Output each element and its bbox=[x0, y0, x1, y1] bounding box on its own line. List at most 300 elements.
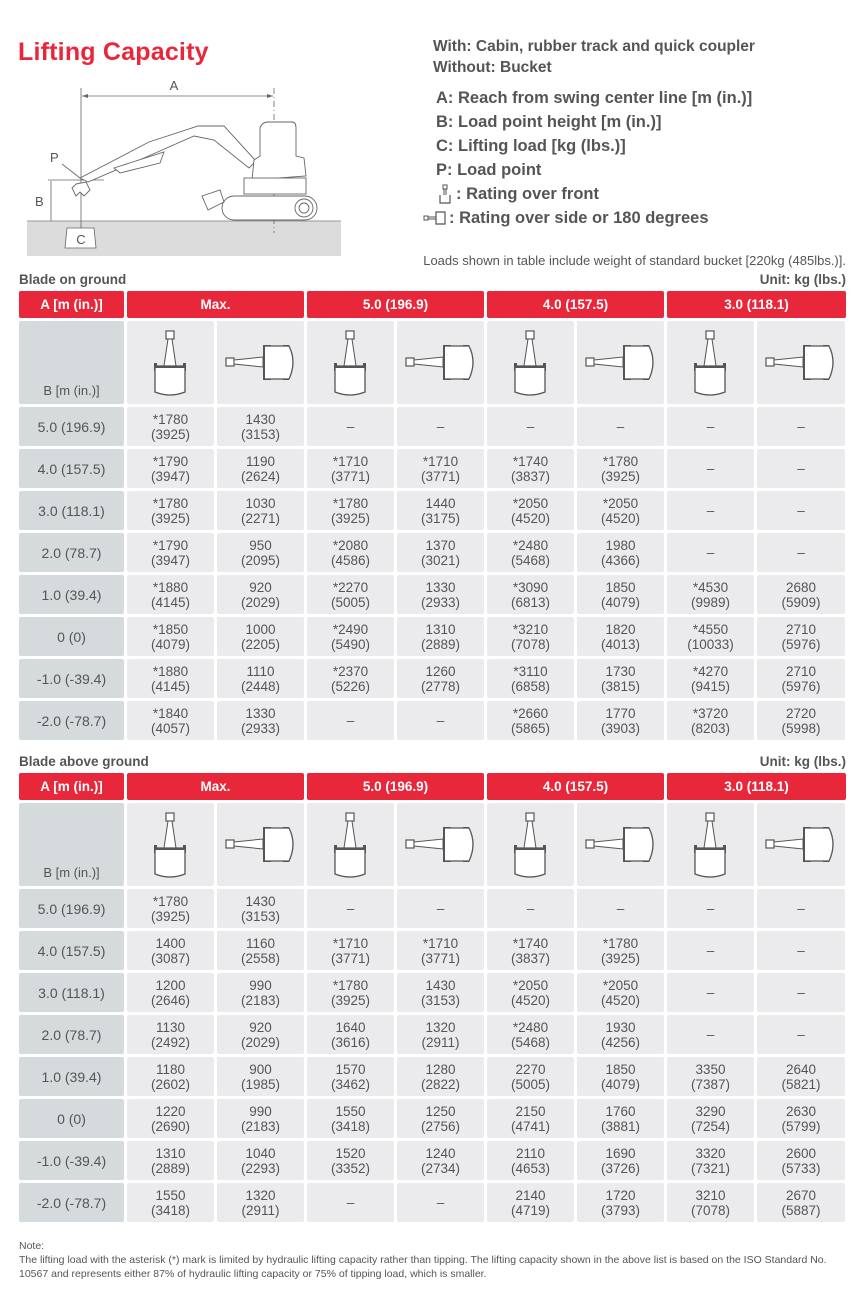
capacity-kg: *1840 bbox=[152, 705, 189, 721]
capacity-lbs: (4256) bbox=[600, 1034, 641, 1050]
capacity-lbs: (7078) bbox=[690, 1202, 731, 1218]
capacity-kg: 3320 bbox=[695, 1145, 726, 1161]
row-height-label: 1.0 (39.4) bbox=[19, 575, 124, 614]
capacity-lbs: (4013) bbox=[600, 636, 641, 652]
row-height-label: 4.0 (157.5) bbox=[19, 931, 124, 970]
capacity-kg: 1220 bbox=[155, 1103, 186, 1119]
capacity-cell bbox=[307, 701, 394, 740]
capacity-lbs: (1985) bbox=[240, 1076, 281, 1092]
capacity-cell bbox=[487, 449, 574, 488]
header-b: B [m (in.)] bbox=[19, 321, 124, 404]
capacity-kg: 1160 bbox=[245, 935, 276, 951]
note-text: The lifting load with the asterisk (*) mark is limited by hydraulic lifting capacity rather than tipping. The lifting capacity shown in the above list is based on the ISO Standard No. 10567 and represents either 87% of hydraulic lifting capacity or 75% of tipping load, which is smaller. bbox=[19, 1254, 827, 1280]
capacity-lbs: (2889) bbox=[150, 1160, 191, 1176]
capacity-cell bbox=[487, 575, 574, 614]
capacity-cell bbox=[757, 533, 845, 572]
capacity-cell bbox=[307, 1099, 394, 1138]
capacity-kg: 3350 bbox=[695, 1061, 726, 1077]
capacity-cell bbox=[757, 973, 845, 1012]
capacity-lbs: (3021) bbox=[420, 552, 461, 568]
capacity-lbs: (3153) bbox=[240, 426, 281, 442]
capacity-cell bbox=[397, 491, 484, 530]
capacity-kg: 1280 bbox=[425, 1061, 456, 1077]
rating-over-side-icon bbox=[585, 341, 657, 385]
capacity-kg: 1330 bbox=[425, 579, 456, 595]
capacity-kg: *4550 bbox=[692, 621, 729, 637]
capacity-lbs: (2911) bbox=[241, 1202, 280, 1218]
capacity-kg: *1780 bbox=[602, 935, 639, 951]
capacity-cell bbox=[397, 617, 484, 656]
capacity-cell bbox=[577, 931, 664, 970]
legend-item-a: A: Reach from swing center line [m (in.)] bbox=[436, 89, 753, 107]
capacity-cell bbox=[307, 1183, 394, 1222]
capacity-lbs: (2933) bbox=[240, 720, 281, 736]
table-row bbox=[19, 575, 847, 614]
capacity-lbs: (3947) bbox=[150, 552, 191, 568]
row-height-label: 0 (0) bbox=[19, 617, 124, 656]
capacity-cell bbox=[487, 533, 574, 572]
capacity-cell bbox=[217, 407, 304, 446]
capacity-lbs: (3418) bbox=[330, 1118, 371, 1134]
capacity-kg: 1720 bbox=[605, 1187, 636, 1203]
rating-over-front-icon bbox=[331, 812, 371, 878]
capacity-lbs: (4079) bbox=[600, 1076, 641, 1092]
row-height-label: -1.0 (-39.4) bbox=[19, 659, 124, 698]
capacity-cell bbox=[487, 973, 574, 1012]
capacity-kg: – bbox=[706, 943, 715, 958]
capacity-cell bbox=[667, 1099, 754, 1138]
capacity-cell bbox=[757, 1015, 845, 1054]
capacity-kg: 1330 bbox=[245, 705, 276, 721]
capacity-lbs: (4520) bbox=[510, 992, 551, 1008]
lifting-table-blade-on-ground bbox=[19, 291, 847, 740]
capacity-cell bbox=[757, 1183, 845, 1222]
capacity-lbs: (5468) bbox=[510, 1034, 551, 1050]
capacity-lbs: (3175) bbox=[420, 510, 461, 526]
capacity-cell bbox=[757, 1057, 845, 1096]
excavator-diagram bbox=[24, 78, 346, 256]
capacity-lbs: (2602) bbox=[150, 1076, 191, 1092]
capacity-kg: – bbox=[706, 545, 715, 560]
capacity-cell bbox=[667, 659, 754, 698]
capacity-cell bbox=[127, 449, 214, 488]
capacity-cell bbox=[487, 491, 574, 530]
capacity-cell bbox=[577, 533, 664, 572]
capacity-kg: – bbox=[616, 901, 625, 916]
capacity-cell bbox=[577, 491, 664, 530]
rating-over-front-icon bbox=[331, 330, 371, 396]
capacity-kg: – bbox=[436, 901, 445, 916]
capacity-cell bbox=[757, 931, 845, 970]
rating-over-side-icon bbox=[423, 208, 449, 228]
capacity-lbs: (4719) bbox=[510, 1202, 551, 1218]
capacity-kg: 1200 bbox=[155, 977, 186, 993]
row-height-label: 3.0 (118.1) bbox=[19, 491, 124, 530]
page-title: Lifting Capacity bbox=[18, 38, 209, 66]
capacity-lbs: (4520) bbox=[600, 510, 641, 526]
capacity-kg: – bbox=[346, 901, 355, 916]
capacity-lbs: (7387) bbox=[690, 1076, 731, 1092]
table-row bbox=[19, 659, 847, 698]
header-reach-group: 3.0 (118.1) bbox=[667, 291, 846, 318]
capacity-lbs: (2271) bbox=[240, 510, 281, 526]
without-text: Without: Bucket bbox=[433, 59, 552, 76]
capacity-cell bbox=[577, 1057, 664, 1096]
capacity-kg: *1880 bbox=[152, 579, 189, 595]
capacity-lbs: (2183) bbox=[240, 992, 281, 1008]
capacity-lbs: (2933) bbox=[420, 594, 461, 610]
header-reach-group: 4.0 (157.5) bbox=[487, 773, 664, 800]
capacity-lbs: (5821) bbox=[781, 1076, 821, 1092]
capacity-kg: 1930 bbox=[605, 1019, 636, 1035]
capacity-kg: 1110 bbox=[246, 663, 275, 679]
capacity-cell bbox=[307, 1141, 394, 1180]
capacity-lbs: (2889) bbox=[420, 636, 461, 652]
header-reach-group: 5.0 (196.9) bbox=[307, 773, 484, 800]
capacity-lbs: (4520) bbox=[510, 510, 551, 526]
capacity-cell bbox=[397, 533, 484, 572]
capacity-kg: 1400 bbox=[155, 935, 186, 951]
capacity-lbs: (8203) bbox=[690, 720, 731, 736]
capacity-kg: *1780 bbox=[602, 453, 639, 469]
capacity-kg: *1780 bbox=[152, 495, 189, 511]
capacity-cell bbox=[577, 449, 664, 488]
capacity-kg: – bbox=[436, 1195, 445, 1210]
table-row bbox=[19, 491, 847, 530]
header-reach-group: 3.0 (118.1) bbox=[667, 773, 846, 800]
capacity-cell bbox=[667, 973, 754, 1012]
header-reach-group: Max. bbox=[127, 773, 304, 800]
capacity-cell bbox=[217, 533, 304, 572]
rating-over-front-icon bbox=[151, 812, 191, 878]
capacity-lbs: (5887) bbox=[781, 1202, 821, 1218]
rating-over-side-icon bbox=[765, 823, 837, 867]
side-rating-header bbox=[577, 803, 664, 886]
capacity-kg: *3090 bbox=[512, 579, 549, 595]
capacity-kg: – bbox=[797, 985, 805, 1000]
capacity-cell bbox=[127, 659, 214, 698]
capacity-kg: – bbox=[436, 713, 445, 728]
table-icon-row bbox=[19, 321, 847, 404]
front-rating-header bbox=[487, 803, 574, 886]
capacity-kg: *2080 bbox=[332, 537, 369, 553]
footnote bbox=[19, 1239, 849, 1281]
capacity-lbs: (3771) bbox=[420, 950, 461, 966]
capacity-kg: 920 bbox=[249, 579, 272, 595]
capacity-kg: 1760 bbox=[605, 1103, 636, 1119]
capacity-cell bbox=[217, 1015, 304, 1054]
capacity-cell bbox=[757, 1099, 845, 1138]
capacity-cell bbox=[127, 1141, 214, 1180]
capacity-kg: – bbox=[706, 461, 715, 476]
table-row bbox=[19, 533, 847, 572]
capacity-cell bbox=[307, 449, 394, 488]
label-c: C bbox=[76, 232, 86, 247]
capacity-lbs: (5998) bbox=[781, 720, 821, 736]
capacity-kg: *1850 bbox=[152, 621, 189, 637]
capacity-lbs: (3352) bbox=[330, 1160, 371, 1176]
capacity-lbs: (2029) bbox=[240, 594, 281, 610]
header-reach-group: 5.0 (196.9) bbox=[307, 291, 484, 318]
front-rating-header bbox=[307, 803, 394, 886]
capacity-cell bbox=[397, 659, 484, 698]
capacity-cell bbox=[487, 1099, 574, 1138]
capacity-kg: 1310 bbox=[155, 1145, 186, 1161]
capacity-lbs: (2822) bbox=[420, 1076, 461, 1092]
header-b: B [m (in.)] bbox=[19, 803, 124, 886]
capacity-cell bbox=[577, 973, 664, 1012]
capacity-cell bbox=[667, 491, 754, 530]
capacity-lbs: (2205) bbox=[240, 636, 281, 652]
capacity-kg: – bbox=[346, 713, 355, 728]
capacity-cell bbox=[307, 407, 394, 446]
capacity-cell bbox=[397, 701, 484, 740]
unit-label: Unit: kg (lbs.) bbox=[759, 272, 846, 287]
capacity-cell bbox=[667, 533, 754, 572]
capacity-kg: 2140 bbox=[515, 1187, 546, 1203]
capacity-cell bbox=[217, 575, 304, 614]
capacity-cell bbox=[217, 1099, 304, 1138]
capacity-cell bbox=[217, 889, 304, 928]
capacity-cell bbox=[667, 889, 754, 928]
capacity-lbs: (3903) bbox=[600, 720, 641, 736]
capacity-kg: 2640 bbox=[785, 1061, 817, 1077]
capacity-cell bbox=[127, 1099, 214, 1138]
capacity-cell bbox=[307, 1057, 394, 1096]
header-a: A [m (in.)] bbox=[19, 291, 124, 318]
table-row bbox=[19, 1141, 847, 1180]
capacity-lbs: (5468) bbox=[510, 552, 551, 568]
capacity-cell bbox=[667, 407, 754, 446]
capacity-kg: 1430 bbox=[245, 893, 276, 909]
capacity-kg: *4270 bbox=[692, 663, 729, 679]
capacity-kg: *1710 bbox=[332, 453, 369, 469]
capacity-cell bbox=[217, 1141, 304, 1180]
capacity-cell bbox=[307, 973, 394, 1012]
side-rating-header bbox=[397, 803, 484, 886]
capacity-kg: 1030 bbox=[245, 495, 276, 511]
capacity-cell bbox=[127, 931, 214, 970]
label-p: P bbox=[50, 150, 59, 165]
capacity-lbs: (2492) bbox=[150, 1034, 191, 1050]
capacity-lbs: (3793) bbox=[600, 1202, 641, 1218]
capacity-cell bbox=[667, 931, 754, 970]
capacity-cell bbox=[757, 659, 845, 698]
capacity-lbs: (4586) bbox=[330, 552, 371, 568]
capacity-lbs: (3771) bbox=[330, 950, 371, 966]
capacity-kg: 2630 bbox=[785, 1103, 817, 1119]
capacity-lbs: (2029) bbox=[240, 1034, 281, 1050]
rating-over-side-icon bbox=[225, 823, 297, 867]
capacity-lbs: (3925) bbox=[150, 908, 191, 924]
capacity-kg: 1820 bbox=[605, 621, 636, 637]
capacity-lbs: (3837) bbox=[510, 468, 551, 484]
capacity-cell bbox=[577, 575, 664, 614]
capacity-lbs: (2734) bbox=[420, 1160, 461, 1176]
capacity-lbs: (2183) bbox=[240, 1118, 281, 1134]
capacity-cell bbox=[487, 931, 574, 970]
rating-over-front-icon bbox=[511, 330, 551, 396]
capacity-kg: – bbox=[797, 503, 805, 518]
capacity-kg: 1850 bbox=[605, 1061, 636, 1077]
rating-over-side-icon bbox=[405, 341, 477, 385]
capacity-kg: *2050 bbox=[602, 977, 639, 993]
capacity-kg: – bbox=[797, 461, 805, 476]
capacity-cell bbox=[487, 889, 574, 928]
capacity-kg: 2110 bbox=[515, 1145, 546, 1161]
row-height-label: 2.0 (78.7) bbox=[19, 533, 124, 572]
capacity-lbs: (5226) bbox=[330, 678, 371, 694]
capacity-cell bbox=[307, 491, 394, 530]
capacity-kg: 1980 bbox=[605, 537, 636, 553]
capacity-lbs: (7321) bbox=[690, 1160, 731, 1176]
capacity-kg: 990 bbox=[249, 977, 272, 993]
capacity-lbs: (3925) bbox=[150, 510, 191, 526]
capacity-lbs: (3087) bbox=[150, 950, 191, 966]
row-height-label: -2.0 (-78.7) bbox=[19, 1183, 124, 1222]
capacity-lbs: (5865) bbox=[510, 720, 551, 736]
capacity-kg: 2710 bbox=[785, 663, 817, 679]
capacity-lbs: (3771) bbox=[420, 468, 461, 484]
capacity-lbs: (4145) bbox=[150, 678, 191, 694]
table-header-row bbox=[19, 773, 847, 800]
capacity-lbs: (3726) bbox=[600, 1160, 641, 1176]
rating-over-front-icon bbox=[151, 330, 191, 396]
capacity-lbs: (9415) bbox=[690, 678, 731, 694]
header-a: A [m (in.)] bbox=[19, 773, 124, 800]
capacity-kg: *3110 bbox=[513, 663, 548, 679]
capacity-kg: *1790 bbox=[152, 453, 189, 469]
capacity-kg: 3210 bbox=[695, 1187, 726, 1203]
capacity-kg: *1710 bbox=[422, 935, 459, 951]
row-height-label: 1.0 (39.4) bbox=[19, 1057, 124, 1096]
capacity-cell bbox=[307, 533, 394, 572]
capacity-kg: 2710 bbox=[785, 621, 817, 637]
capacity-cell bbox=[577, 1183, 664, 1222]
legend-item-p: P: Load point bbox=[436, 161, 542, 179]
capacity-cell bbox=[397, 449, 484, 488]
capacity-kg: *1740 bbox=[512, 935, 549, 951]
capacity-cell bbox=[307, 617, 394, 656]
capacity-cell bbox=[577, 1141, 664, 1180]
capacity-kg: – bbox=[706, 503, 715, 518]
capacity-kg: – bbox=[706, 1027, 715, 1042]
capacity-cell bbox=[217, 931, 304, 970]
table-row bbox=[19, 889, 847, 928]
capacity-cell bbox=[127, 407, 214, 446]
capacity-cell bbox=[577, 701, 664, 740]
capacity-cell bbox=[397, 1141, 484, 1180]
capacity-lbs: (2095) bbox=[240, 552, 281, 568]
capacity-kg: 1260 bbox=[425, 663, 456, 679]
capacity-lbs: (6813) bbox=[510, 594, 551, 610]
capacity-kg: – bbox=[616, 419, 625, 434]
front-rating-header bbox=[667, 321, 754, 404]
capacity-cell bbox=[397, 1099, 484, 1138]
capacity-lbs: (5799) bbox=[781, 1118, 821, 1134]
capacity-kg: – bbox=[706, 985, 715, 1000]
capacity-kg: 1310 bbox=[425, 621, 456, 637]
capacity-cell bbox=[397, 889, 484, 928]
capacity-kg: – bbox=[526, 901, 535, 916]
capacity-cell bbox=[577, 1099, 664, 1138]
capacity-kg: 1690 bbox=[605, 1145, 636, 1161]
side-rating-header bbox=[217, 321, 304, 404]
table-icon-row bbox=[19, 803, 847, 886]
capacity-lbs: (2756) bbox=[420, 1118, 461, 1134]
capacity-cell bbox=[127, 575, 214, 614]
side-rating-header bbox=[577, 321, 664, 404]
capacity-kg: 1040 bbox=[245, 1145, 276, 1161]
capacity-cell bbox=[217, 701, 304, 740]
capacity-lbs: (6858) bbox=[510, 678, 551, 694]
table-row bbox=[19, 1015, 847, 1054]
capacity-cell bbox=[127, 889, 214, 928]
capacity-kg: – bbox=[706, 419, 715, 434]
capacity-cell bbox=[487, 659, 574, 698]
capacity-kg: – bbox=[797, 1027, 805, 1042]
row-height-label: -2.0 (-78.7) bbox=[19, 701, 124, 740]
capacity-cell bbox=[397, 575, 484, 614]
front-rating-header bbox=[487, 321, 574, 404]
rating-over-side-icon bbox=[765, 341, 837, 385]
capacity-kg: *2270 bbox=[332, 579, 369, 595]
capacity-kg: 1240 bbox=[425, 1145, 456, 1161]
capacity-kg: 1550 bbox=[155, 1187, 186, 1203]
capacity-lbs: (4366) bbox=[600, 552, 641, 568]
capacity-lbs: (5976) bbox=[781, 678, 821, 694]
capacity-lbs: (4079) bbox=[150, 636, 191, 652]
capacity-kg: 1000 bbox=[245, 621, 276, 637]
capacity-cell bbox=[217, 659, 304, 698]
capacity-cell bbox=[487, 407, 574, 446]
label-b: B bbox=[35, 194, 44, 209]
front-rating-header bbox=[127, 321, 214, 404]
capacity-lbs: (3616) bbox=[330, 1034, 371, 1050]
capacity-kg: *1710 bbox=[422, 453, 459, 469]
capacity-cell bbox=[397, 931, 484, 970]
capacity-kg: *3210 bbox=[512, 621, 549, 637]
rating-over-front-icon bbox=[691, 812, 731, 878]
capacity-kg: *2370 bbox=[332, 663, 369, 679]
row-height-label: 4.0 (157.5) bbox=[19, 449, 124, 488]
capacity-cell bbox=[757, 1141, 845, 1180]
side-rating-header bbox=[757, 321, 845, 404]
capacity-cell bbox=[397, 1057, 484, 1096]
capacity-cell bbox=[397, 973, 484, 1012]
capacity-cell bbox=[217, 491, 304, 530]
capacity-kg: – bbox=[797, 901, 805, 916]
capacity-cell bbox=[307, 931, 394, 970]
table-row bbox=[19, 973, 847, 1012]
capacity-kg: 1770 bbox=[605, 705, 636, 721]
table-title-blade-above-ground: Blade above ground bbox=[19, 754, 149, 769]
capacity-cell bbox=[127, 1015, 214, 1054]
capacity-cell bbox=[127, 533, 214, 572]
label-a: A bbox=[169, 78, 179, 93]
capacity-kg: 1250 bbox=[425, 1103, 456, 1119]
capacity-lbs: (2448) bbox=[240, 678, 281, 694]
capacity-lbs: (2911) bbox=[421, 1034, 460, 1050]
capacity-kg: *1880 bbox=[152, 663, 189, 679]
capacity-kg: 1180 bbox=[155, 1061, 186, 1077]
capacity-cell bbox=[397, 1015, 484, 1054]
capacity-kg: 900 bbox=[249, 1061, 272, 1077]
capacity-lbs: (4057) bbox=[150, 720, 191, 736]
capacity-kg: 2680 bbox=[785, 579, 817, 595]
legend-item-front: : Rating over front bbox=[436, 182, 752, 206]
capacity-kg: *1790 bbox=[152, 537, 189, 553]
